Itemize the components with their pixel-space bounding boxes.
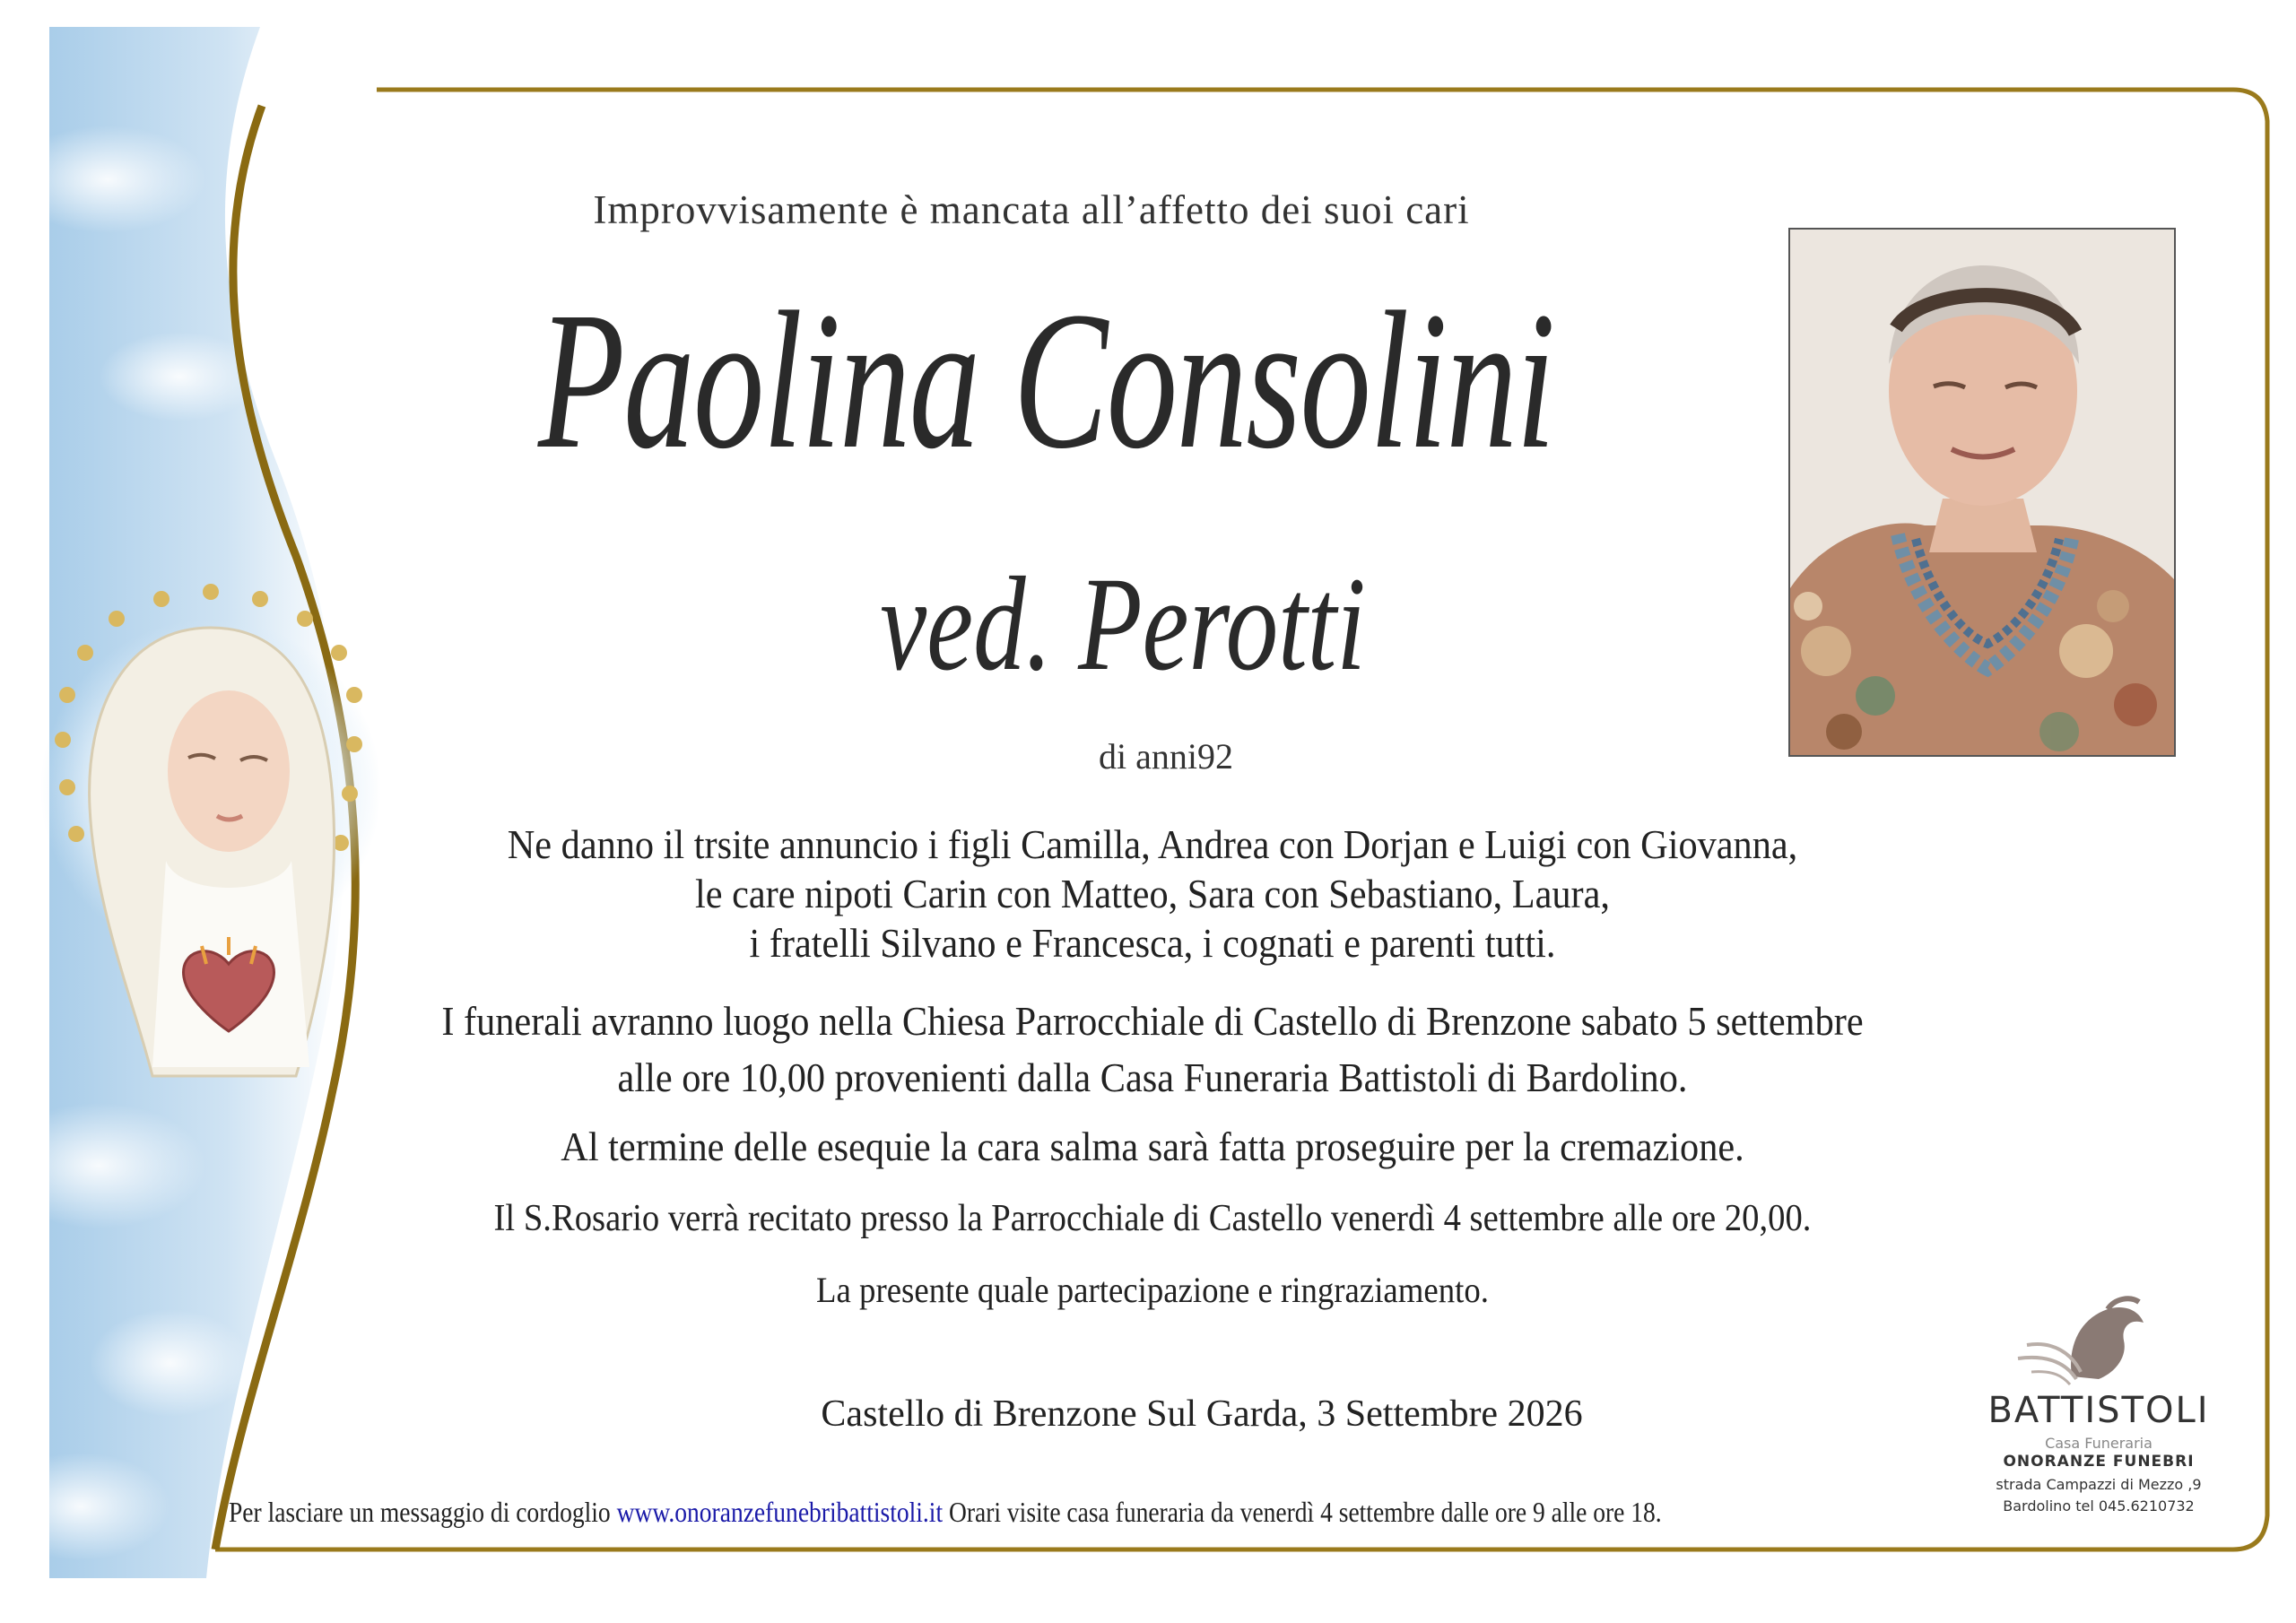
footer-suffix: Orari visite casa funeraria da venerdì 4 settembre dalle ore 9 alle ore 18. [943, 1496, 1662, 1528]
intro-text: Improvvisamente è mancata all’affetto dei suoi cari [593, 187, 1470, 232]
footer-prefix: Per lasciare un messaggio di cordoglio [229, 1496, 617, 1528]
logo-phone: Bardolino tel 045.6210732 [2003, 1497, 2195, 1515]
age-text: di anni92 [1099, 736, 1233, 777]
logo-subtitle: Casa Funeraria [2045, 1435, 2152, 1452]
family-line: le care nipoti Carin con Matteo, Sara con Sebastiano, Laura, [694, 871, 1611, 916]
condolence-link[interactable]: www.onoranzefunebribattistoli.it [616, 1496, 944, 1528]
funeral-line: I funerali avranno luogo nella Chiesa Parrocchiale di Castello di Brenzone sabato 5 settembre [441, 998, 1864, 1044]
logo-brand: BATTISTOLI [1987, 1390, 2210, 1431]
footer-note [229, 1496, 1662, 1529]
family-line: Ne danno il trsite annuncio i figli Camilla, Andrea con Dorjan e Luigi con Giovanna, [507, 821, 1798, 867]
logo-tagline: ONORANZE FUNEBRI [2003, 1453, 2195, 1471]
funeral-line: alle ore 10,00 provenienti dalla Casa Funeraria Battistoli di Bardolino. [617, 1055, 1688, 1100]
deceased-name: Paolina Consolini [538, 271, 1554, 490]
cremation-text: Al termine delle esequie la cara salma sarà fatta proseguire per la cremazione. [561, 1124, 1744, 1169]
portrait-photo [1788, 228, 2176, 757]
family-line: i fratelli Silvano e Francesca, i cognati e parenti tutti. [749, 920, 1556, 966]
thanks-text: La presente quale partecipazione e ringraziamento. [816, 1270, 1489, 1310]
logo-address: strada Campazzi di Mezzo ,9 [1996, 1476, 2202, 1493]
horse-emblem-icon [1973, 1291, 2224, 1390]
place-date: Castello di Brenzone Sul Garda, 3 Settembre 2026 [821, 1393, 1583, 1435]
widow-of: ved. Perotti [880, 550, 1366, 699]
rosary-text: Il S.Rosario verrà recitato presso la Parrocchiale di Castello venerdì 4 settembre alle ore 20,00. [493, 1198, 1812, 1239]
funeral-home-logo [1973, 1291, 2224, 1533]
